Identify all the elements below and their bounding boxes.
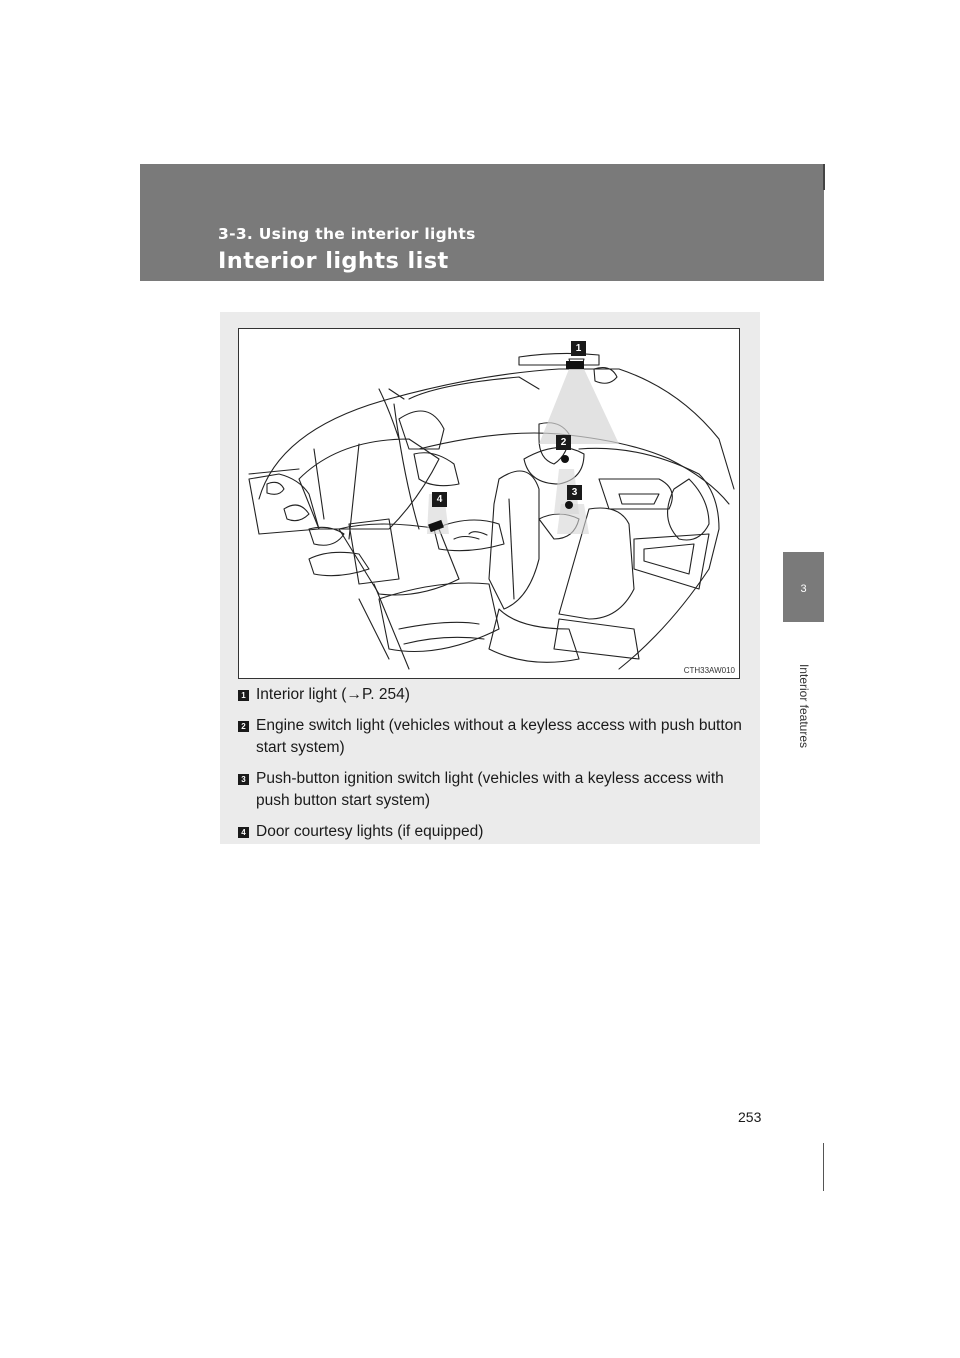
chapter-tab [783, 552, 824, 622]
car-interior-drawing [239, 329, 739, 678]
legend-item [238, 768, 748, 812]
chapter-header [140, 164, 824, 281]
corner-tick [823, 164, 825, 190]
callout-marker-3: 3 [567, 485, 582, 500]
interior-illustration [238, 328, 740, 679]
chapter-side-label [796, 663, 812, 749]
figure-code: CTH33AW010 [683, 666, 735, 675]
legend-item [238, 715, 748, 759]
page-title: Interior lights list [218, 248, 449, 274]
legend-item [238, 684, 748, 706]
legend-item [238, 821, 748, 843]
legend-badge: 1 [238, 690, 249, 701]
chapter-label-text: Interior features [797, 663, 811, 749]
legend-badge: 4 [238, 827, 249, 838]
callout-marker-2: 2 [556, 435, 571, 450]
section-label: 3-3. Using the interior lights [218, 225, 476, 243]
content-panel [220, 312, 760, 844]
legend-badge: 2 [238, 721, 249, 732]
legend-text: Interior light (→P. 254) [256, 686, 410, 703]
legend-list [238, 684, 748, 852]
legend-badge: 3 [238, 774, 249, 785]
legend-text: Engine switch light (vehicles without a keyless access with push button start system) [256, 717, 742, 756]
legend-text: Door courtesy lights (if equipped) [256, 823, 484, 840]
bottom-tick [823, 1143, 824, 1191]
callout-marker-1: 1 [571, 341, 586, 356]
callout-marker-4: 4 [432, 492, 447, 507]
page-number: 253 [738, 1109, 762, 1125]
legend-text: Push-button ignition switch light (vehicles with a keyless access with push button start system) [256, 770, 724, 809]
chapter-number: 3 [800, 583, 807, 595]
